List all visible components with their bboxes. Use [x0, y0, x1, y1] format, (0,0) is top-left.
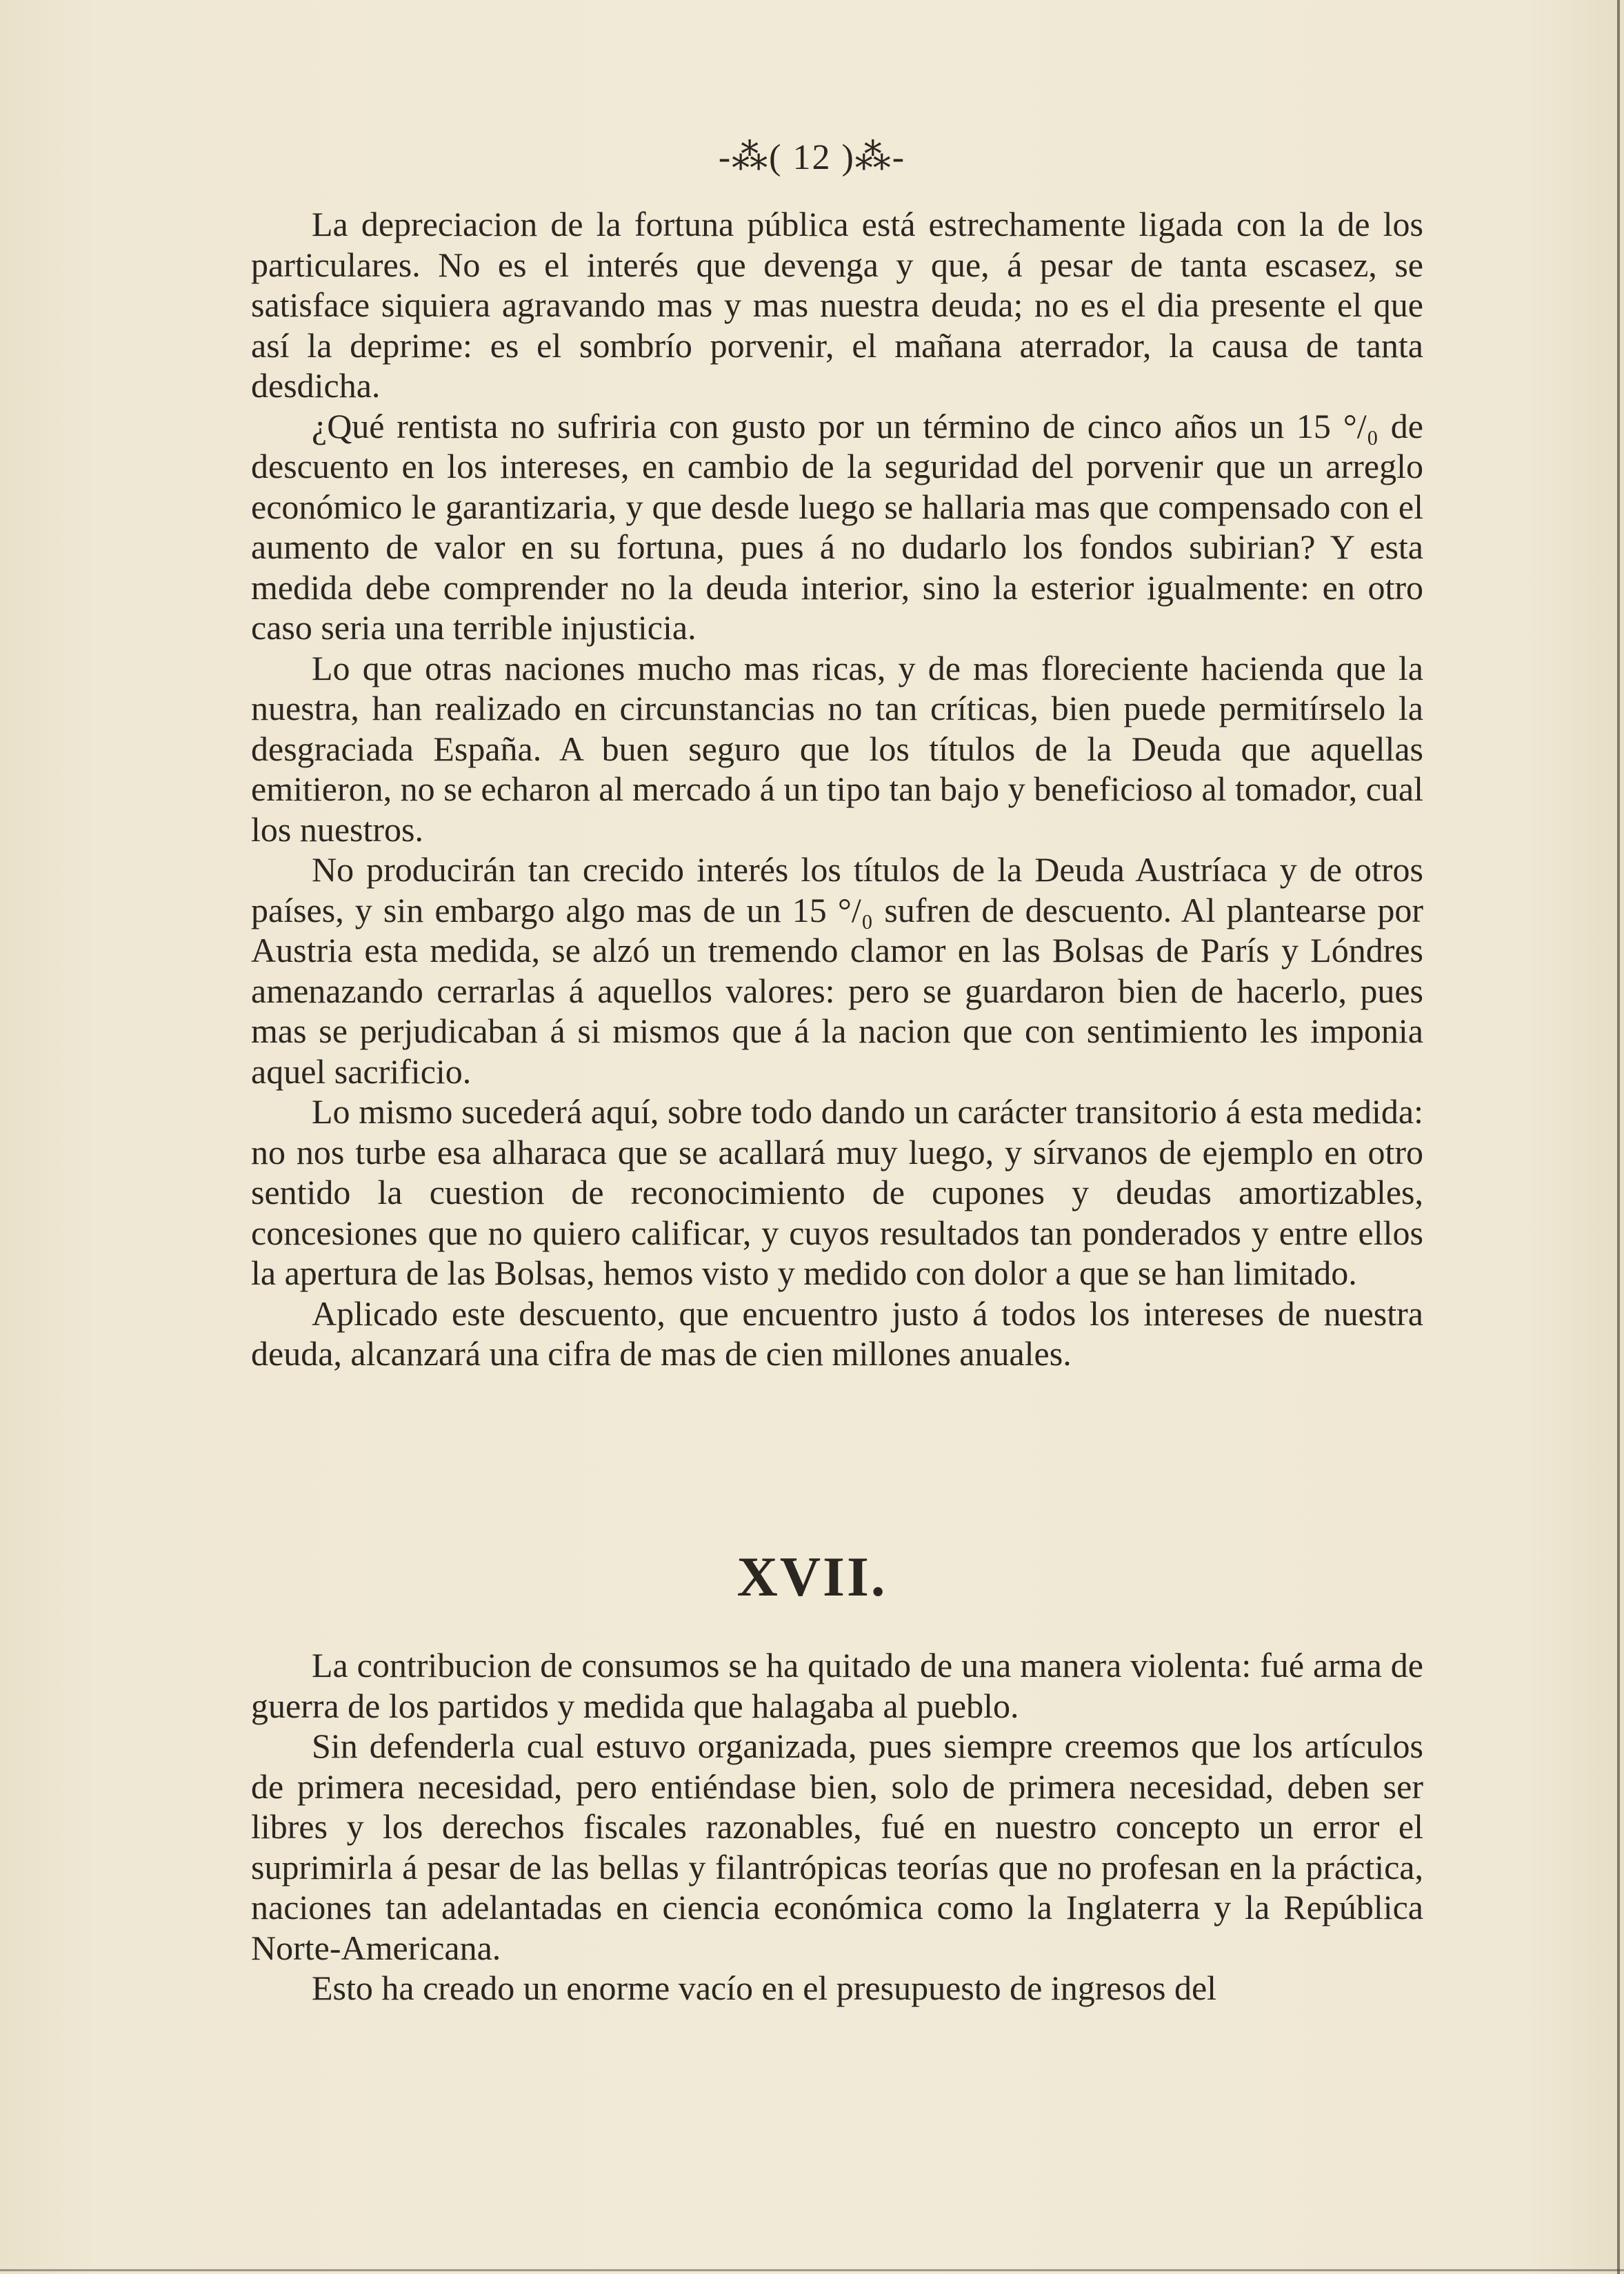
paragraph: No producirán tan crecido interés los títulos de la Deuda Austríaca y de otros países, y sin embargo algo mas de un 15 °/₀ sufren de descuento. Al plantearse por Austria esta medida, se alzó un tremendo clamor en las Bolsas de París y Lóndres amenazando cerrarlas á aquellos valores: pero se guardaron bien de hacerlo, pues mas se perjudicaban á si mismos que á la nacion que con sentimiento les imponia aquel sacrificio.	[251, 850, 1423, 1091]
paragraph: Aplicado este descuento, que encuentro justo á todos los intereses de nuestra deuda, alcanzará una cifra de mas de cien millones anuales.	[251, 1294, 1423, 1373]
paragraph: Sin defenderla cual estuvo organizada, pues siempre creemos que los artículos de primera necesidad, pero entiéndase bien, solo de primera necesidad, deben ser libres y los derechos fiscales razonables, fué en nuestro concepto un error el suprimirla á pesar de las bellas y filantrópicas teorías que no profesan en la práctica, naciones tan adelantadas en ciencia económica como la Inglaterra y la República Norte-Americana.	[251, 1727, 1423, 1967]
paragraph: Lo que otras naciones mucho mas ricas, y de mas floreciente hacienda que la nuestra, han realizado en circunstancias no tan críticas, bien puede permitírselo la desgraciada España. A buen seguro que los títulos de la Deuda que aquellas emitieron, no se echaron al mercado á un tipo tan bajo y beneficioso al tomador, cual los nuestros.	[251, 648, 1423, 849]
body-text-top	[251, 204, 1423, 1374]
section-heading: XVII.	[736, 1545, 888, 1608]
paragraph: La contribucion de consumos se ha quitado de una manera violenta: fué arma de guerra de los partidos y medida que halagaba al pueblo.	[251, 1646, 1423, 1725]
page-number: -⁂( 12 )⁂-	[718, 138, 906, 177]
paragraph: Lo mismo sucederá aquí, sobre todo dando un carácter transitorio á esta medida: no nos turbe esa alharaca que se acallará muy luego, y sírvanos de ejemplo en otro sentido la cuestion de reconocimiento de cupones y deudas amortizables, concesiones que no quiero calificar, y cuyos resultados tan ponderados y entre ellos la apertura de las Bolsas, hemos visto y medido con dolor a que se han limitado.	[251, 1092, 1423, 1292]
page-edge-bottom	[0, 2269, 1624, 2271]
paragraph: La depreciacion de la fortuna pública está estrechamente ligada con la de los particulares. No es el interés que devenga y que, á pesar de tanta escasez, se satisface siquiera agravando mas y mas nuestra deuda; no es el dia presente el que así la deprime: es el sombrío porvenir, el mañana aterrador, la causa de tanta desdicha.	[251, 205, 1423, 405]
paragraph: ¿Qué rentista no sufriria con gusto por un término de cinco años un 15 °/₀ de descuento en los intereses, en cambio de la seguridad del porvenir que un arreglo económico le garantizaria, y que desde luego se hallaria mas que compensado con el aumento de valor en su fortuna, pues á no dudarlo los fondos subirian? Y esta medida debe comprender no la deuda interior, sino la esterior igualmente: en otro caso seria una terrible injusticia.	[251, 406, 1423, 647]
paragraph: Esto ha creado un enorme vacío en el presupuesto de ingresos del	[312, 1969, 1217, 2007]
page-edge-right	[1617, 0, 1620, 2274]
body-text-bottom	[251, 1645, 1423, 2009]
